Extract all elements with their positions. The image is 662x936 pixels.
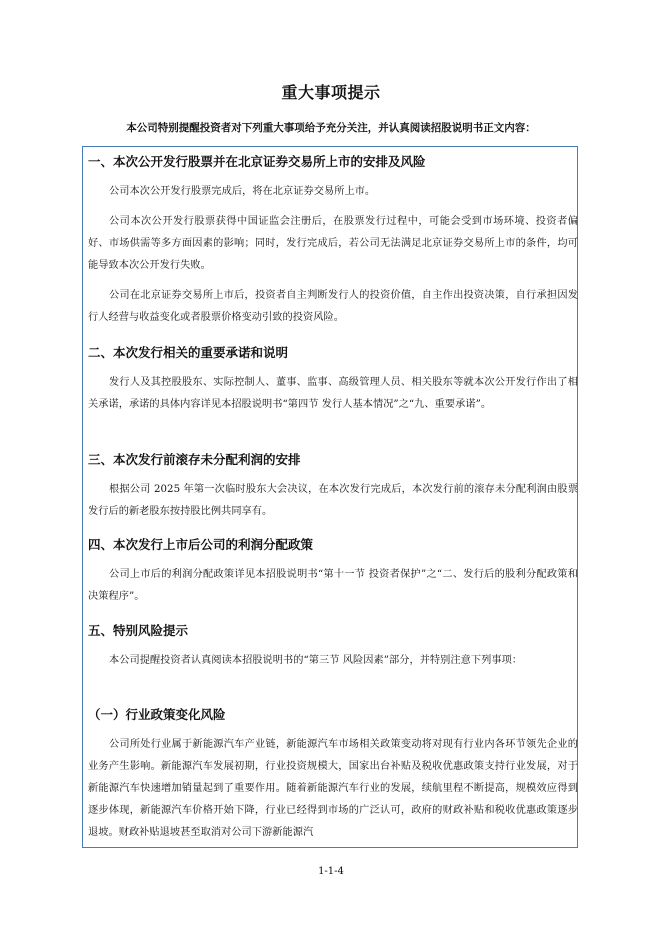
paragraph: 公司在北京证券交易所上市后，投资者自主判断发行人的投资价值，自主作出投资决策，自行承担因发行人经营与收益变化或者股票价格变动引致的投资风险。 (88, 290, 578, 323)
page-number: 1-1-4 (318, 866, 344, 877)
page-title: 重大事项提示 (281, 83, 381, 102)
paragraph: 发行人及其控股股东、实际控制人、董事、监事、高级管理人员、相关股东等就本次公开发行作出了相关承诺，承诺的具体内容详见本招股说明书“第四节 发行人基本情况”之“九、重要承诺”。 (88, 377, 578, 410)
section-4-body (88, 564, 578, 608)
paragraph: 本公司提醒投资者认真阅读本招股说明书的“第三节 风险因素”部分，并特别注意下列事项： (109, 655, 523, 666)
paragraph: 公司本次公开发行股票完成后，将在北京证券交易所上市。 (109, 186, 376, 197)
section-3-heading: 三、本次发行前滚存未分配利润的安排 (88, 452, 301, 467)
section-3-body (88, 479, 578, 523)
section-1-heading: 一、本次公开发行股票并在北京证券交易所上市的安排及风险 (88, 154, 426, 169)
section-2-heading: 二、本次发行相关的重要承诺和说明 (88, 345, 289, 360)
section-1-body (88, 181, 578, 329)
paragraph: 根据公司 2025 年第一次临时股东大会决议，在本次发行完成后，本次发行前的滚存未分配利润由股票发行后的新老股东按持股比例共同享有。 (88, 484, 578, 517)
section-5-heading: 五、特别风险提示 (88, 623, 189, 638)
section-5-body (88, 650, 578, 672)
section-4-heading: 四、本次发行上市后公司的利润分配政策 (88, 537, 314, 552)
section-2-body (88, 372, 578, 416)
subsection-1-body (88, 734, 578, 844)
paragraph: 公司本次公开发行股票获得中国证监会注册后，在股票发行过程中，可能会受到市场环境、投资者偏好、市场供需等多方面因素的影响；同时，发行完成后，若公司无法满足北京证券交易所上市的条件，均可能导致本次公开发行失败。 (88, 216, 578, 271)
paragraph: 公司所处行业属于新能源汽车产业链，新能源汽车市场相关政策变动将对现有行业内各环节领先企业的业务产生影响。新能源汽车发展初期，行业投资规模大，国家出台补贴及税收优惠政策支持行业发展，对于新能源汽车快速增加销量起到了重要作用。随着新能源汽车行业的发展，续航里程不断提高，规模效应得到逐步体现，新能源汽车价格开始下降，行业已经得到市场的广泛认可，政府的财政补贴和税收优惠政策逐步退坡。财政补贴退坡甚至取消对公司下游新能源汽 (88, 739, 578, 838)
subsection-1-heading: （一）行业政策变化风险 (88, 707, 226, 722)
intro-notice: 本公司特别提醒投资者对下列重大事项给予充分关注，并认真阅读招股说明书正文内容： (126, 122, 536, 134)
paragraph: 公司上市后的利润分配政策详见本招股说明书“第十一节 投资者保护”之“二、发行后的股利分配政策和决策程序”。 (88, 569, 578, 602)
